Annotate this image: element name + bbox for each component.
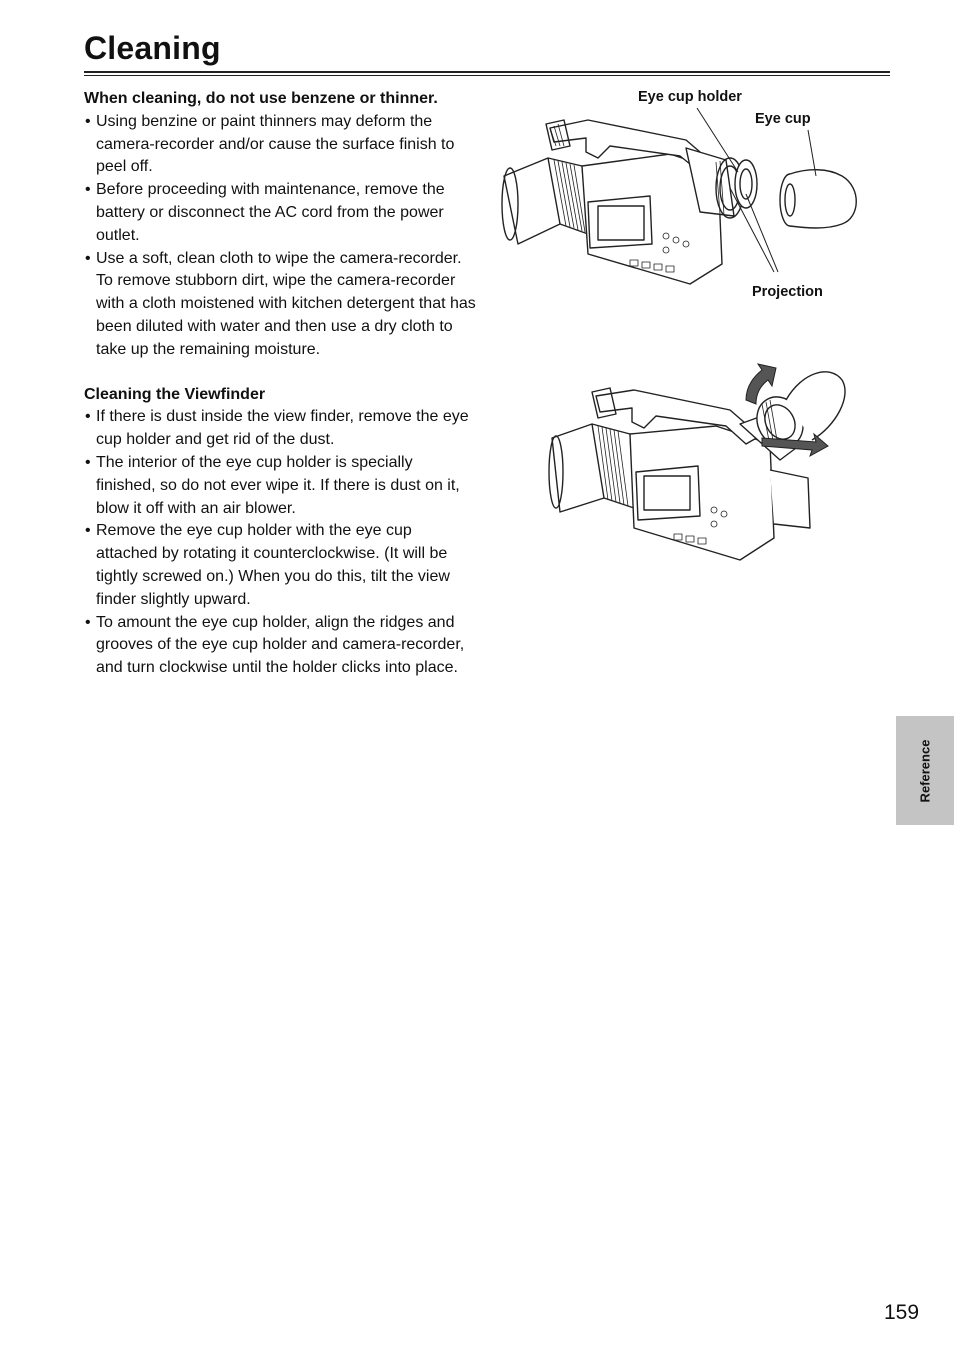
title-rule-thick [84, 71, 890, 73]
label-eye-cup: Eye cup [755, 111, 811, 127]
bullet-item: • Before proceeding with maintenance, remove the battery or disconnect the AC cord from the power outlet. [84, 179, 476, 247]
label-eye-cup-holder: Eye cup holder [638, 89, 742, 105]
bullet-item: • To amount the eye cup holder, align the ridges and grooves of the eye cup holder and camera-recorder, and turn clockwise until the holder clicks into place. [84, 612, 476, 680]
bullet-item: • Using benzine or paint thinners may deform the camera-recorder and/or cause the surface finish to peel off. [84, 111, 476, 179]
viewfinder-bullet-list [84, 406, 476, 680]
figure-eyecup-parts [490, 84, 890, 314]
camera-eyecup-illustration [490, 84, 890, 314]
figure-eyecup-removal [540, 360, 860, 570]
side-tab-label: Reference [917, 739, 933, 802]
section-heading-cleaning: When cleaning, do not use benzene or thinner. [84, 90, 438, 107]
reference-side-tab [896, 716, 954, 825]
camera-rotation-illustration [540, 360, 860, 570]
bullet-item: • If there is dust inside the view finder, remove the eye cup holder and get rid of the dust. [84, 406, 476, 452]
bullet-item: • Remove the eye cup holder with the eye cup attached by rotating it counterclockwise. (It will be tightly screwed on.) When you do this, tilt the view finder slightly upward. [84, 520, 476, 611]
bullet-item: • Use a soft, clean cloth to wipe the camera-recorder. To remove stubborn dirt, wipe the camera-recorder with a cloth moistened with kitchen detergent that has been diluted with water and then use a dry cloth to take up the remaining moisture. [84, 248, 476, 362]
page-title: Cleaning [84, 30, 221, 66]
text-column [84, 88, 476, 680]
cleaning-bullet-list [84, 111, 476, 362]
bullet-item: • The interior of the eye cup holder is specially finished, so do not ever wipe it. If there is dust on it, blow it off with an air blower. [84, 452, 476, 520]
title-rule-thin [84, 75, 890, 76]
label-projection: Projection [752, 284, 823, 300]
section-heading-viewfinder: Cleaning the Viewfinder [84, 385, 266, 403]
page-number: 159 [884, 1301, 920, 1324]
